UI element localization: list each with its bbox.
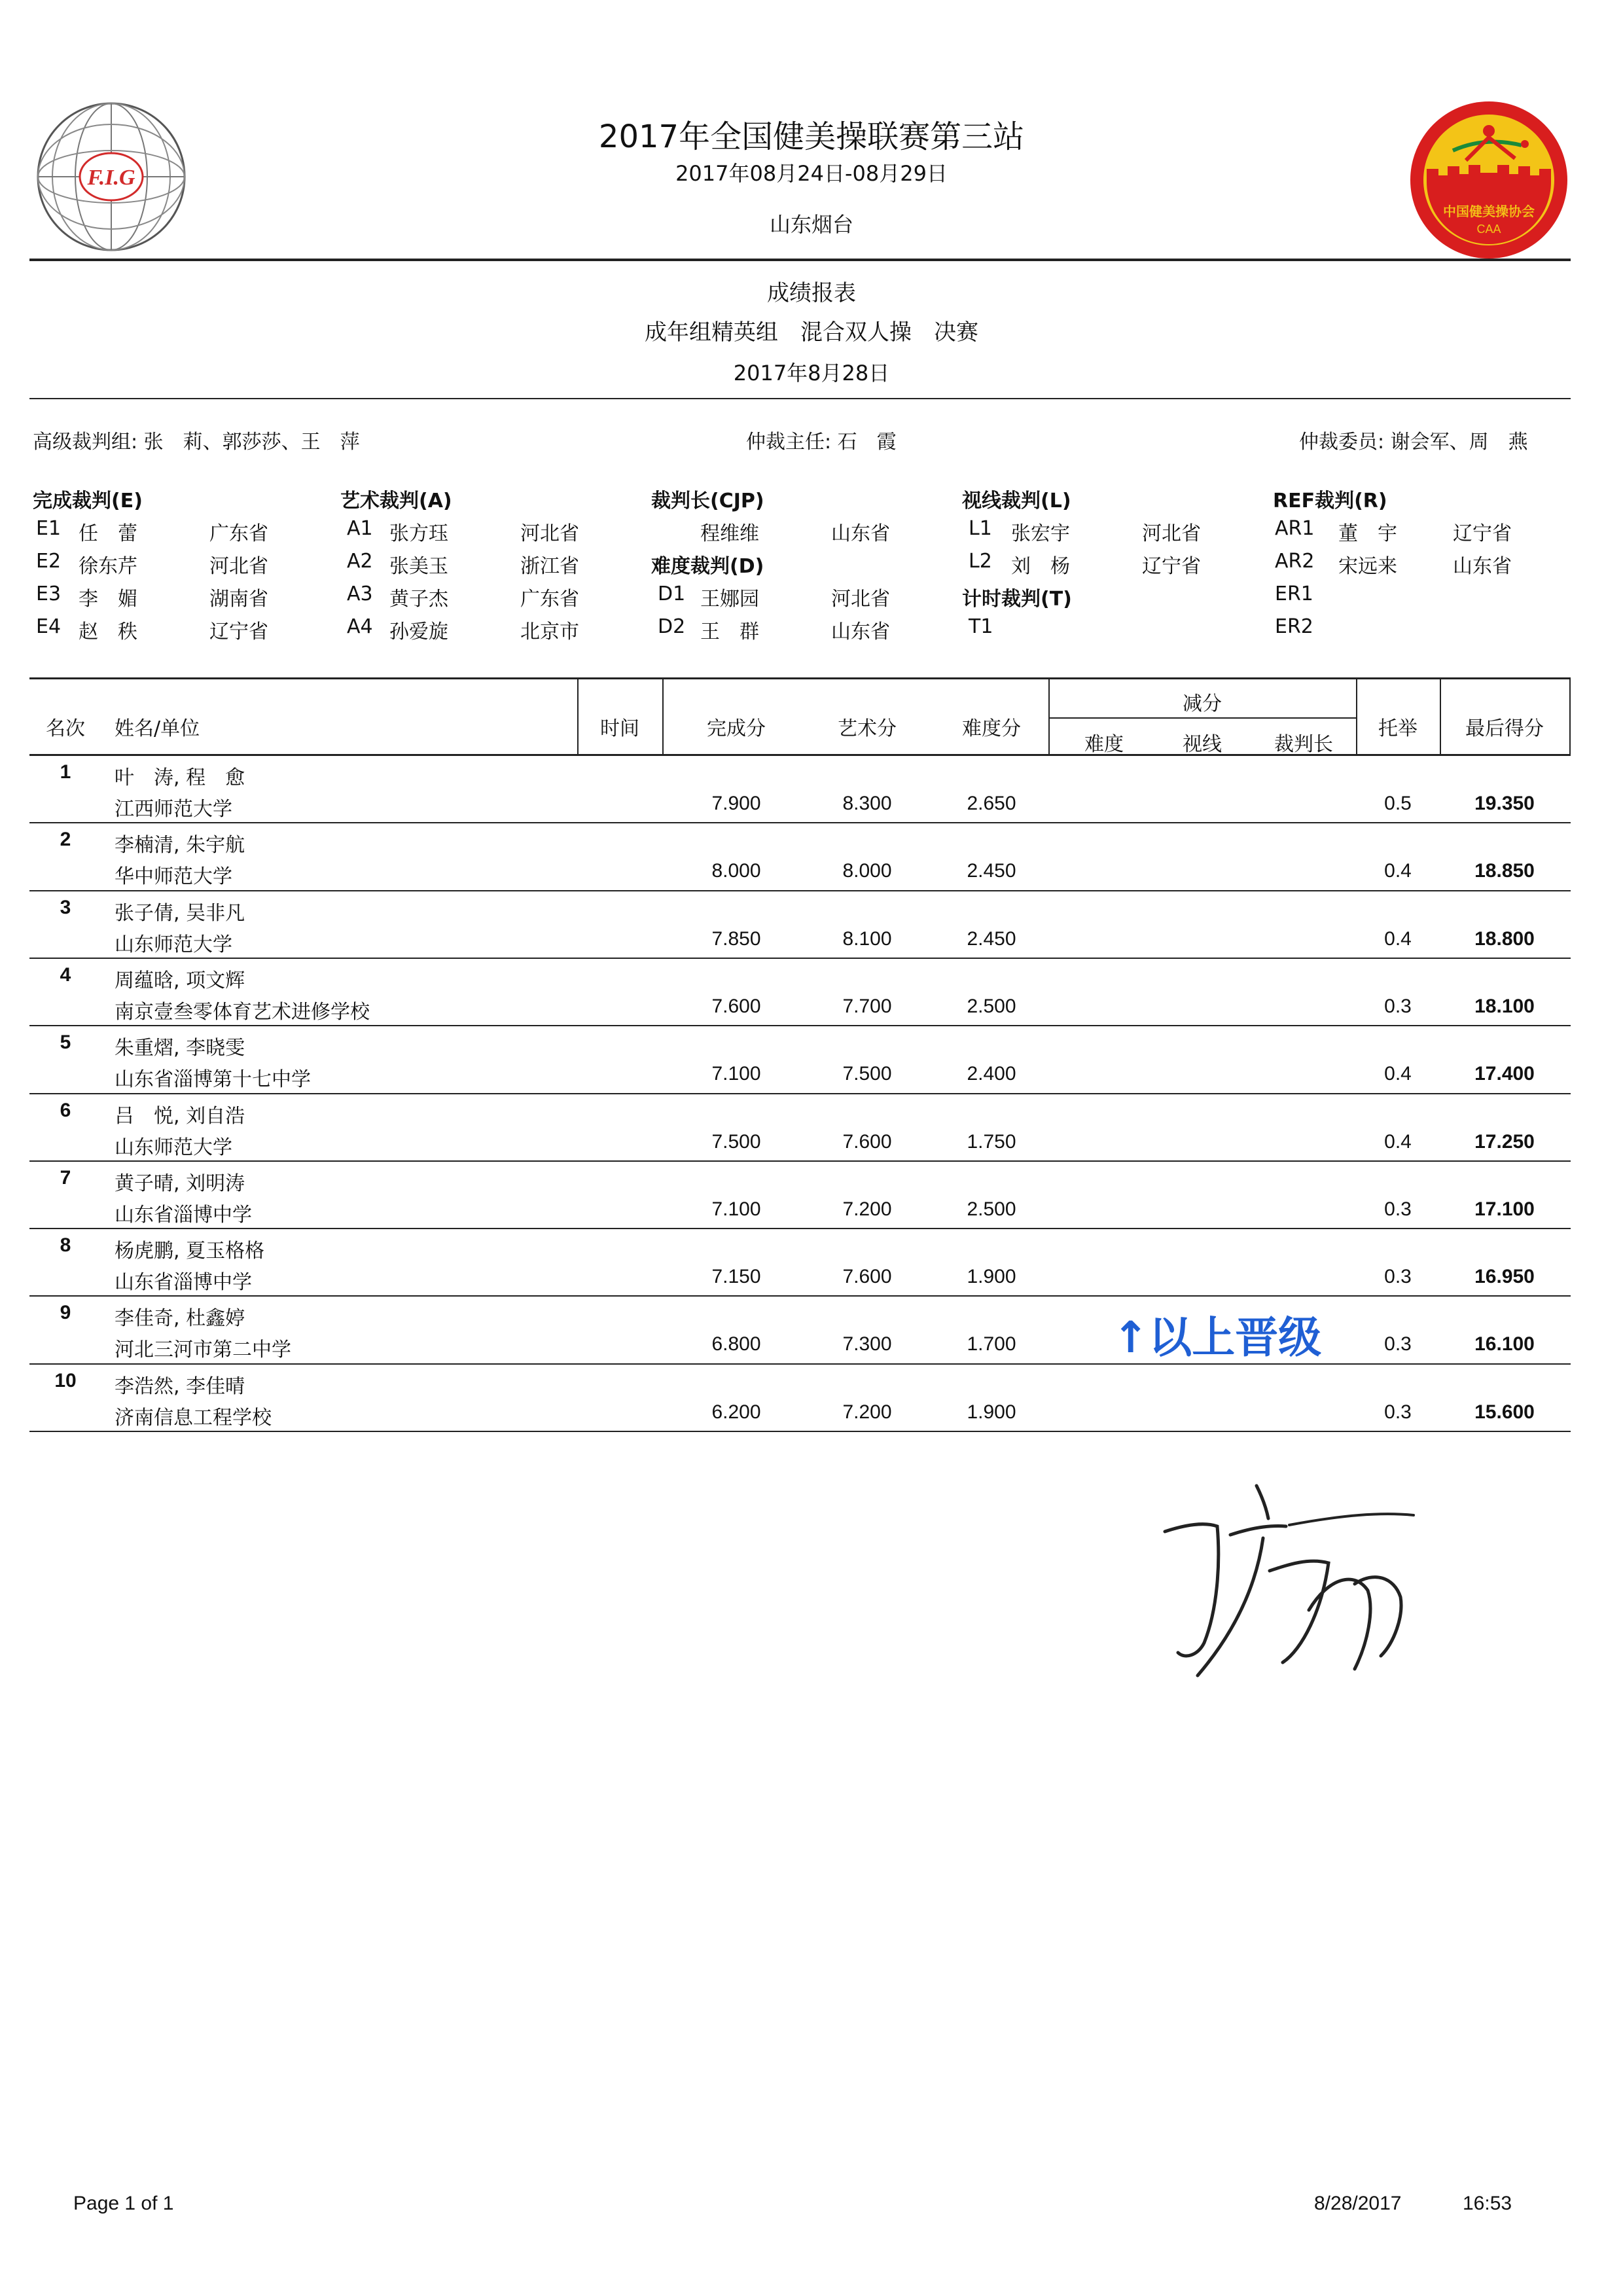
header-time: 时间 xyxy=(600,717,639,740)
header-deduct-diff: 难度 xyxy=(1084,733,1124,756)
row-final: 17.100 xyxy=(1474,1198,1535,1220)
judge-code: AR1 xyxy=(1275,517,1315,540)
judge-code: ER1 xyxy=(1275,583,1313,605)
officials-divider xyxy=(29,398,1571,399)
col-divider xyxy=(662,677,664,756)
row-art: 7.200 xyxy=(842,1198,892,1220)
event-date: 2017年8月28日 xyxy=(733,361,890,386)
row-divider xyxy=(29,1160,1571,1162)
panel-title-a: 艺术裁判(A) xyxy=(340,490,452,512)
header-deduct: 减分 xyxy=(1183,692,1222,715)
row-divider xyxy=(29,1431,1571,1432)
row-names: 朱重熠, 李晓雯 xyxy=(115,1037,245,1060)
judge-code: E3 xyxy=(36,583,62,605)
judge-name: 黄子杰 xyxy=(389,588,448,611)
judge-name: 李 媚 xyxy=(79,588,137,611)
row-exec: 7.600 xyxy=(711,995,761,1017)
row-art: 7.700 xyxy=(842,995,892,1017)
row-final: 16.100 xyxy=(1474,1333,1535,1355)
row-art: 8.100 xyxy=(842,927,892,950)
judge-name: 张宏宇 xyxy=(1011,522,1070,545)
row-lift: 0.4 xyxy=(1384,1130,1412,1153)
judge-province: 河北省 xyxy=(1142,522,1201,545)
panel-title-d: 难度裁判(D) xyxy=(651,555,764,578)
judge-province: 广东省 xyxy=(209,522,268,545)
judge-province: 河北省 xyxy=(831,588,890,611)
row-art: 8.300 xyxy=(842,793,892,814)
judge-code: A1 xyxy=(347,517,373,540)
svg-text:F.I.G: F.I.G xyxy=(87,166,135,190)
row-divider xyxy=(29,1025,1571,1026)
row-diff: 1.900 xyxy=(967,1266,1016,1288)
row-diff: 2.500 xyxy=(967,995,1016,1017)
header-deduct-cjp: 裁判长 xyxy=(1274,733,1333,756)
row-names: 叶 涛, 程 愈 xyxy=(115,766,245,789)
judge-code: A4 xyxy=(347,615,373,638)
table-top-border xyxy=(29,677,1571,679)
event-title: 成年组精英组 混合双人操 决赛 xyxy=(645,319,978,346)
judge-code: E1 xyxy=(36,517,62,540)
jury-members: 仲裁委员: 谢会军、周 燕 xyxy=(1299,431,1528,454)
row-lift: 0.4 xyxy=(1384,1063,1412,1085)
judge-province: 浙江省 xyxy=(520,555,579,578)
row-rank: 7 xyxy=(60,1166,71,1189)
row-final: 15.600 xyxy=(1474,1401,1535,1423)
judge-code: ER2 xyxy=(1275,615,1313,638)
row-unit: 南京壹叁零体育艺术进修学校 xyxy=(115,1000,370,1024)
row-unit: 河北三河市第二中学 xyxy=(115,1338,291,1362)
row-final: 18.850 xyxy=(1474,860,1535,882)
qualified-note: ↑以上晋级 xyxy=(1113,1312,1322,1363)
judge-code: D1 xyxy=(658,583,686,605)
row-rank: 10 xyxy=(54,1369,77,1391)
senior-judges: 高级裁判组: 张 莉、郭莎莎、王 萍 xyxy=(33,431,360,454)
judge-code: A2 xyxy=(347,550,373,573)
judge-name: 张美玉 xyxy=(389,555,448,578)
row-divider xyxy=(29,958,1571,959)
judge-name: 刘 杨 xyxy=(1011,555,1070,578)
judge-code: A3 xyxy=(347,583,373,605)
row-lift: 0.3 xyxy=(1384,1333,1412,1355)
row-rank: 3 xyxy=(60,896,71,918)
row-exec: 7.500 xyxy=(711,1130,761,1153)
judge-province: 河北省 xyxy=(209,555,268,578)
judge-province: 辽宁省 xyxy=(1142,555,1201,578)
row-names: 张子倩, 吴非凡 xyxy=(115,901,245,925)
row-diff: 2.450 xyxy=(967,927,1016,950)
judge-province: 山东省 xyxy=(831,620,890,643)
col-divider xyxy=(1569,677,1571,756)
judge-province: 辽宁省 xyxy=(1453,522,1512,545)
judge-name: 董 宇 xyxy=(1338,522,1397,545)
svg-text:中国健美操协会: 中国健美操协会 xyxy=(1443,204,1535,219)
judge-name: 张方珏 xyxy=(389,522,448,545)
judge-province: 山东省 xyxy=(831,522,890,545)
row-exec: 7.100 xyxy=(711,1063,761,1085)
row-divider xyxy=(29,1295,1571,1297)
header-divider xyxy=(29,259,1571,261)
jury-chief: 仲裁主任: 石 霞 xyxy=(746,431,897,454)
judge-name: 程维维 xyxy=(700,522,759,545)
row-exec: 7.850 xyxy=(711,927,761,950)
header-diff: 难度分 xyxy=(962,717,1021,740)
panel-title-t: 计时裁判(T) xyxy=(962,588,1072,611)
judge-name: 王 群 xyxy=(700,620,759,643)
judge-code: T1 xyxy=(969,615,993,638)
row-rank: 6 xyxy=(60,1099,71,1121)
judge-name: 宋远来 xyxy=(1338,555,1397,578)
row-names: 周蕴晗, 项文辉 xyxy=(115,969,245,992)
row-names: 杨虎鹏, 夏玉格格 xyxy=(115,1240,265,1263)
judge-province: 河北省 xyxy=(520,522,579,545)
row-exec: 6.200 xyxy=(711,1401,761,1423)
row-names: 黄子晴, 刘明涛 xyxy=(115,1172,245,1195)
row-divider xyxy=(29,1228,1571,1229)
row-unit: 山东省淄博中学 xyxy=(115,1203,252,1227)
judge-province: 北京市 xyxy=(520,620,579,643)
panel-title-ref: REF裁判(R) xyxy=(1273,490,1387,512)
row-diff: 1.900 xyxy=(967,1401,1016,1423)
judge-code: L1 xyxy=(969,517,992,540)
row-art: 7.600 xyxy=(842,1266,892,1288)
row-divider xyxy=(29,1363,1571,1365)
signature xyxy=(1158,1479,1420,1695)
footer-date: 8/28/2017 xyxy=(1314,2193,1402,2214)
row-diff: 2.450 xyxy=(967,860,1016,882)
row-art: 7.300 xyxy=(842,1333,892,1355)
judge-code: AR2 xyxy=(1275,550,1315,573)
header-art: 艺术分 xyxy=(838,717,897,740)
row-final: 18.100 xyxy=(1474,995,1535,1017)
row-art: 8.000 xyxy=(842,860,892,882)
row-divider xyxy=(29,890,1571,891)
row-unit: 华中师范大学 xyxy=(115,865,232,889)
competition-location: 山东烟台 xyxy=(769,212,853,237)
judge-province: 广东省 xyxy=(520,588,579,611)
row-unit: 山东师范大学 xyxy=(115,933,232,956)
row-final: 17.250 xyxy=(1474,1130,1535,1153)
row-lift: 0.3 xyxy=(1384,1266,1412,1288)
row-names: 李佳奇, 杜鑫婷 xyxy=(115,1307,245,1331)
row-exec: 7.150 xyxy=(711,1266,761,1288)
competition-dates: 2017年08月24日-08月29日 xyxy=(675,161,948,186)
row-unit: 山东省淄博中学 xyxy=(115,1271,252,1295)
header-rank: 名次 xyxy=(46,717,85,740)
row-names: 李浩然, 李佳晴 xyxy=(115,1374,245,1398)
row-final: 19.350 xyxy=(1474,793,1535,814)
footer-page: Page 1 of 1 xyxy=(73,2193,174,2214)
row-rank: 2 xyxy=(60,829,71,851)
row-names: 吕 悦, 刘自浩 xyxy=(115,1104,245,1128)
panel-title-cjp: 裁判长(CJP) xyxy=(651,490,764,512)
judge-code: D2 xyxy=(658,615,686,638)
row-diff: 1.750 xyxy=(967,1130,1016,1153)
row-final: 17.400 xyxy=(1474,1063,1535,1085)
row-rank: 8 xyxy=(60,1234,71,1257)
row-final: 18.800 xyxy=(1474,927,1535,950)
row-lift: 0.3 xyxy=(1384,1198,1412,1220)
panel-title-e: 完成裁判(E) xyxy=(33,490,143,512)
row-divider xyxy=(29,822,1571,823)
header-final: 最后得分 xyxy=(1465,717,1544,740)
row-lift: 0.3 xyxy=(1384,995,1412,1017)
judge-name: 王娜园 xyxy=(700,588,759,611)
row-rank: 4 xyxy=(60,963,71,986)
row-diff: 2.650 xyxy=(967,793,1016,814)
row-diff: 2.500 xyxy=(967,1198,1016,1220)
report-title: 成绩报表 xyxy=(767,280,856,306)
row-unit: 济南信息工程学校 xyxy=(115,1406,272,1429)
row-art: 7.500 xyxy=(842,1063,892,1085)
judge-code: E4 xyxy=(36,615,62,638)
row-final: 16.950 xyxy=(1474,1266,1535,1288)
row-unit: 江西师范大学 xyxy=(115,798,232,821)
row-lift: 0.4 xyxy=(1384,860,1412,882)
row-exec: 6.800 xyxy=(711,1333,761,1355)
header-lift: 托举 xyxy=(1378,717,1418,740)
judge-name: 赵 秩 xyxy=(79,620,137,643)
row-exec: 8.000 xyxy=(711,860,761,882)
judge-province: 湖南省 xyxy=(209,588,268,611)
row-art: 7.600 xyxy=(842,1130,892,1153)
row-lift: 0.4 xyxy=(1384,927,1412,950)
row-art: 7.200 xyxy=(842,1401,892,1423)
header-name: 姓名/单位 xyxy=(115,717,200,740)
row-exec: 7.900 xyxy=(711,793,761,814)
row-diff: 2.400 xyxy=(967,1063,1016,1085)
row-unit: 山东师范大学 xyxy=(115,1136,232,1159)
row-rank: 9 xyxy=(60,1302,71,1324)
row-names: 李楠清, 朱宇航 xyxy=(115,834,245,857)
judge-province: 辽宁省 xyxy=(209,620,268,643)
row-exec: 7.100 xyxy=(711,1198,761,1220)
judge-province: 山东省 xyxy=(1453,555,1512,578)
deduct-subheader-line xyxy=(1048,717,1356,719)
header-deduct-line: 视线 xyxy=(1183,733,1222,756)
judge-code: L2 xyxy=(969,550,992,573)
judge-name: 孙爱旋 xyxy=(389,620,448,643)
judge-code: E2 xyxy=(36,550,62,573)
row-lift: 0.5 xyxy=(1384,793,1412,814)
header-exec: 完成分 xyxy=(707,717,766,740)
row-lift: 0.3 xyxy=(1384,1401,1412,1423)
row-divider xyxy=(29,1093,1571,1094)
svg-text:CAA: CAA xyxy=(1476,223,1501,236)
row-rank: 5 xyxy=(60,1031,71,1054)
judge-name: 任 蕾 xyxy=(79,522,137,545)
judge-name: 徐东芹 xyxy=(79,555,137,578)
panel-title-l: 视线裁判(L) xyxy=(962,490,1071,512)
row-unit: 山东省淄博第十七中学 xyxy=(115,1068,311,1092)
row-diff: 1.700 xyxy=(967,1333,1016,1355)
footer-time: 16:53 xyxy=(1463,2193,1512,2214)
competition-title: 2017年全国健美操联赛第三站 xyxy=(598,118,1025,155)
row-rank: 1 xyxy=(60,761,71,783)
